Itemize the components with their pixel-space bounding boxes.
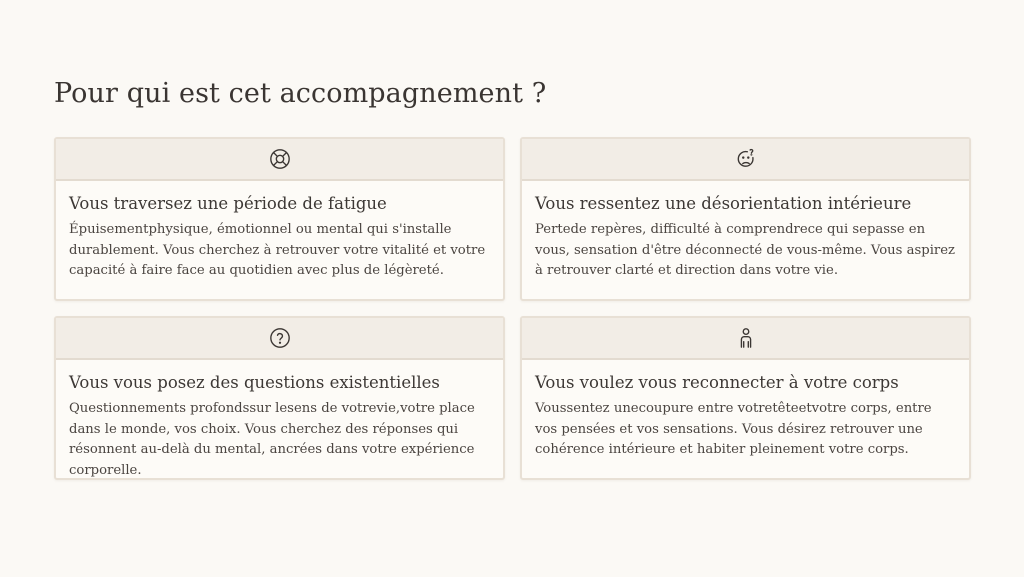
confused-face-icon: [735, 148, 757, 170]
card-body: [522, 360, 969, 461]
cards-grid: [54, 137, 971, 480]
card-questions: [54, 316, 505, 480]
card-text: Pertede repères, difficulté à comprendrece qui sepasse en vous, sensation d'être déconnecté de vous-même. Vous aspirez à retrouver clarté et direction dans votre vie.: [535, 222, 955, 278]
card-header: [522, 318, 969, 360]
card-fatigue: [54, 137, 505, 301]
card-header: [56, 139, 503, 181]
lifebuoy-icon: [269, 148, 291, 170]
card-title: Vous vous posez des questions existentielles: [69, 373, 440, 392]
question-circle-icon: [269, 327, 291, 349]
card-header: [522, 139, 969, 181]
card-corps: [520, 316, 971, 480]
card-body: [56, 181, 503, 282]
card-text: Voussentez unecoupure entre votretêteetvotre corps, entre vos pensées et vos sensations. Vous désirez retrouver une cohérence intérieure et habiter pleinement votre corps.: [535, 401, 932, 457]
page-title: Pour qui est cet accompagnement ?: [54, 78, 547, 109]
card-desorientation: [520, 137, 971, 301]
card-body: [56, 360, 503, 480]
card-text: Questionnements profondssur lesens de votrevie,votre place dans le monde, vos choix. Vous cherchez des réponses qui résonnent au-delà du mental, ancrées dans votre expérience corporelle.: [69, 401, 475, 478]
card-title: Vous ressentez une désorientation intérieure: [535, 194, 912, 213]
card-title: Vous voulez vous reconnecter à votre corps: [535, 373, 899, 392]
card-body: [522, 181, 969, 282]
card-header: [56, 318, 503, 360]
card-title: Vous traversez une période de fatigue: [69, 194, 387, 213]
person-icon: [735, 327, 757, 349]
card-text: Épuisementphysique, émotionnel ou mental qui s'installe durablement. Vous cherchez à retrouver votre vitalité et votre capacité à faire face au quotidien avec plus de légèreté.: [69, 222, 486, 278]
